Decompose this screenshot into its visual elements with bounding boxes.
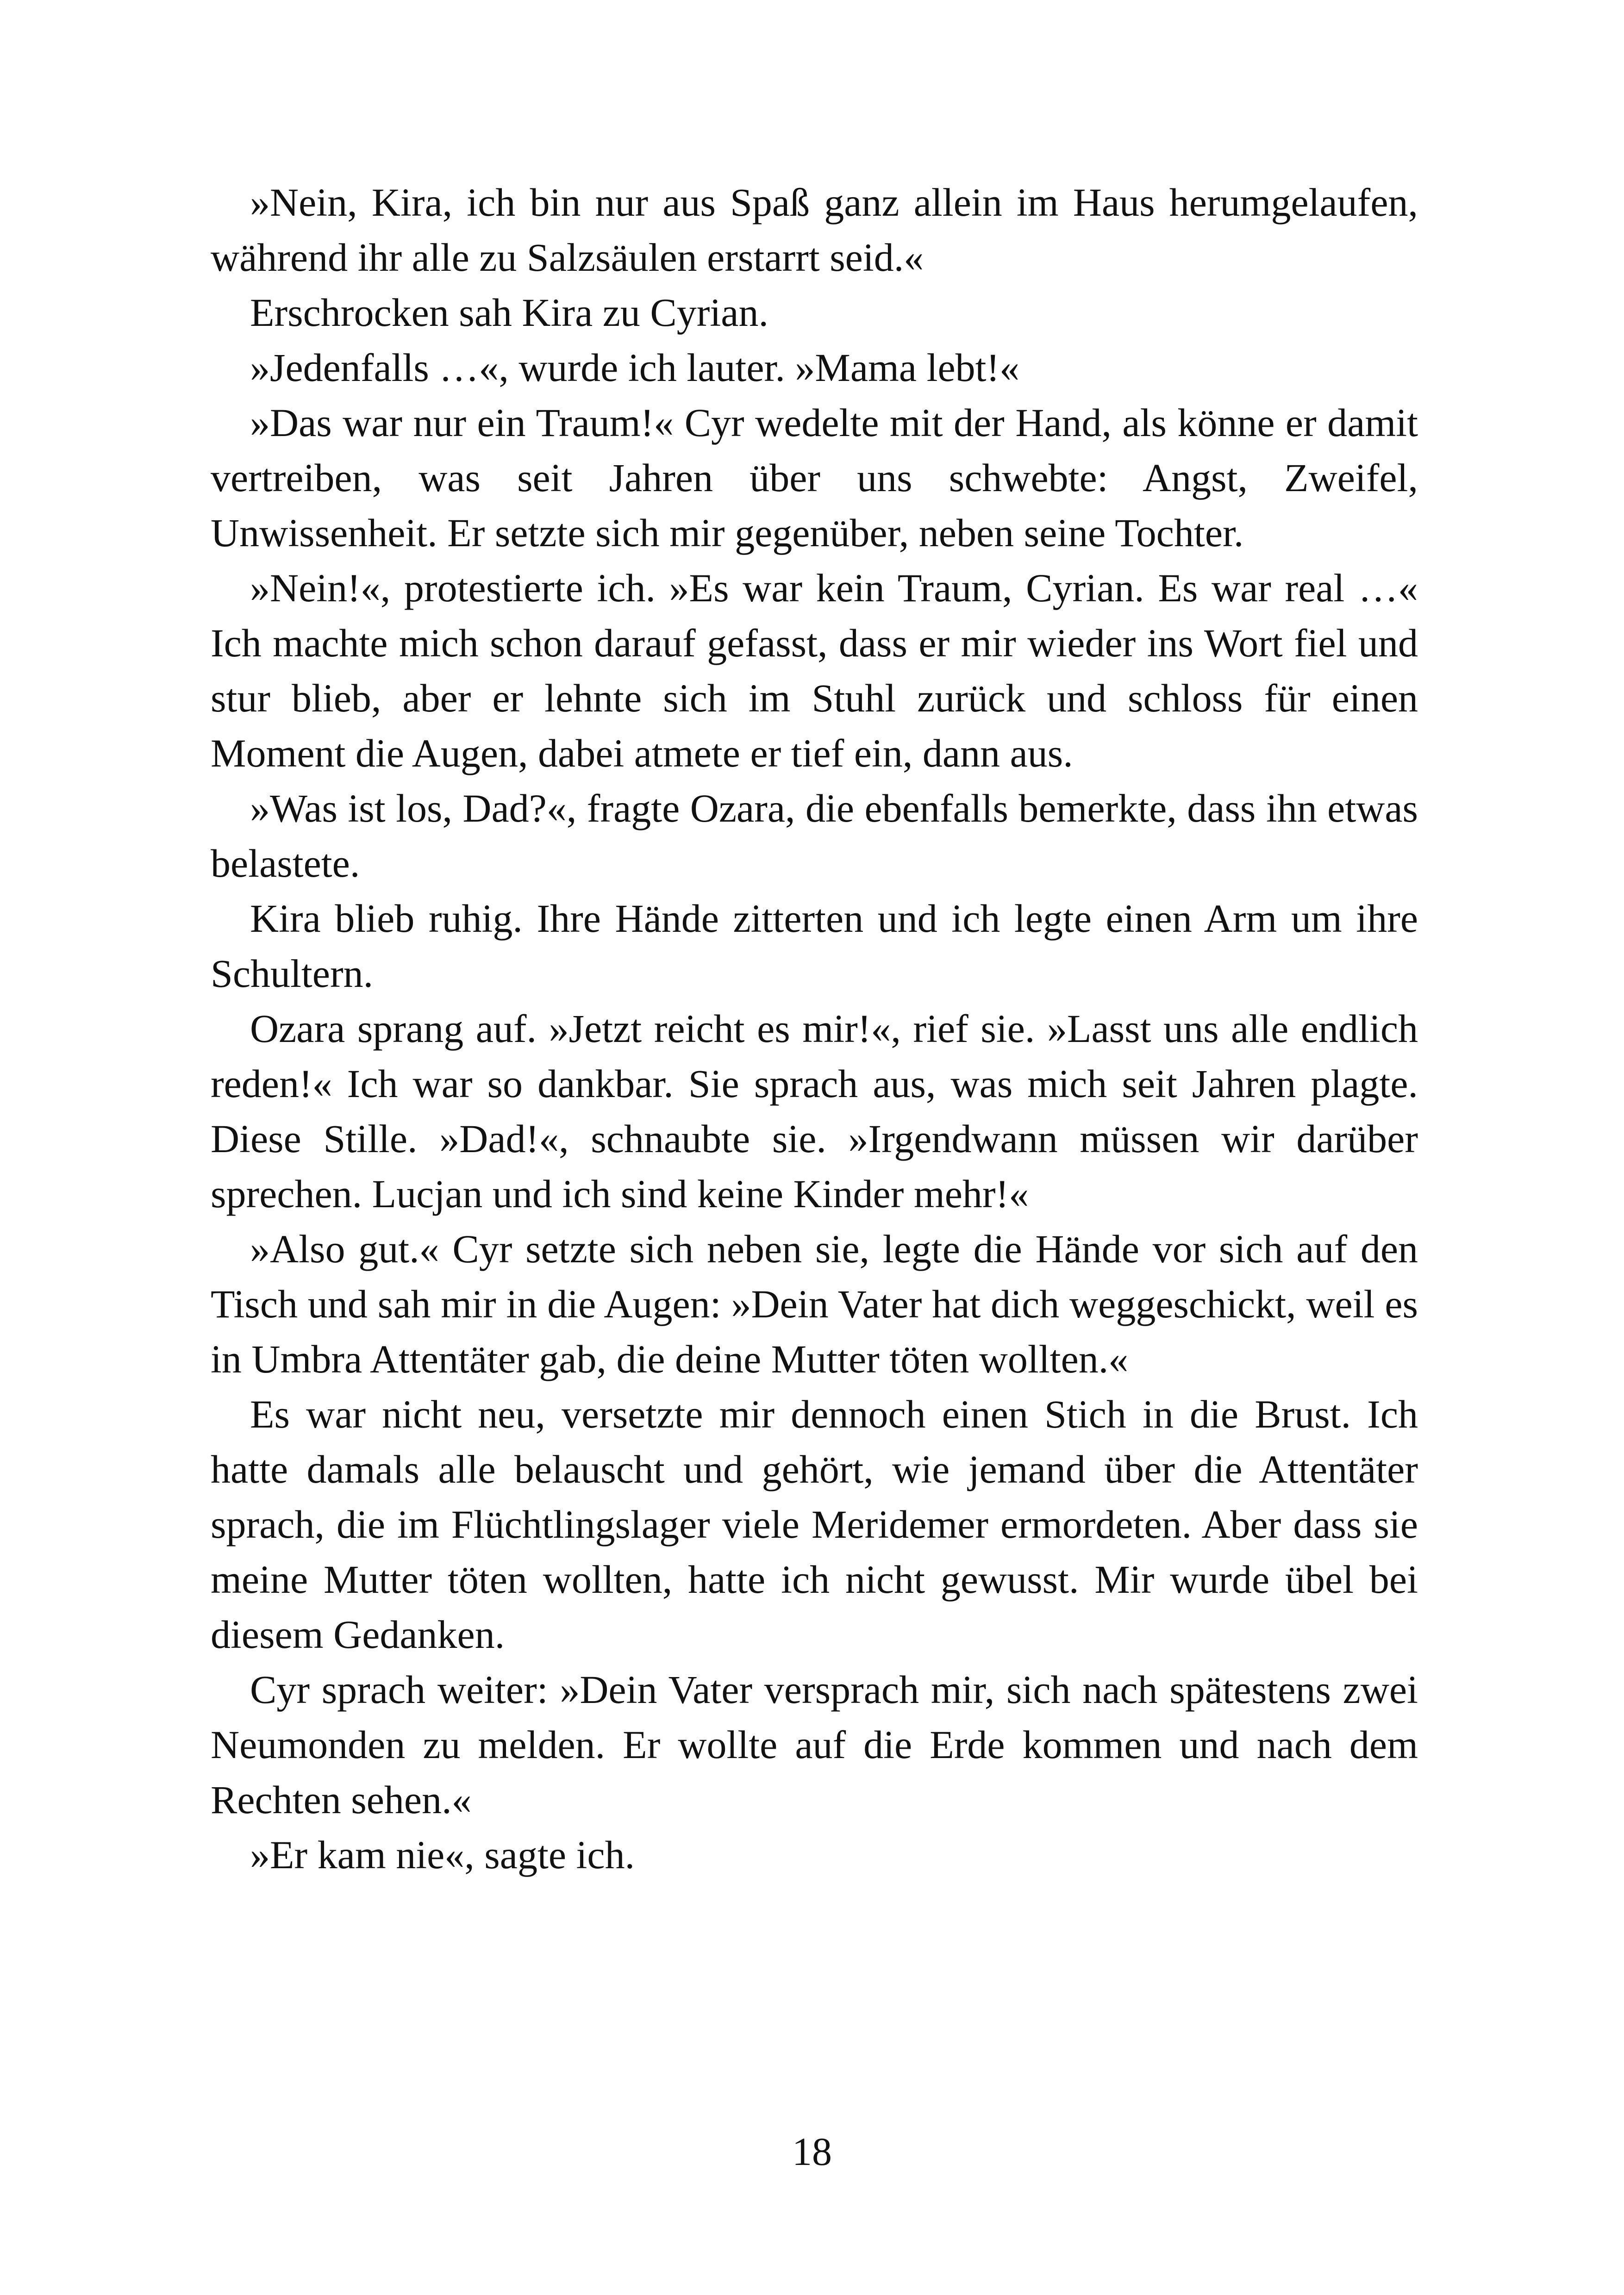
- paragraph-5: »Nein!«, protestierte ich. »Es war kein Traum, Cyrian. Es war real …« Ich machte mich schon darauf gefasst, dass er mir wieder ins Wort fiel und stur blieb, aber er lehnte sich im Stuhl zurück und schloss für einen Moment die Augen, dabei atmete er tief ein, dann aus.: [211, 566, 1418, 775]
- paragraph-7: Kira blieb ruhig. Ihre Hände zitterten und ich legte einen Arm um ihre Schultern.: [211, 896, 1418, 996]
- paragraph-2: Erschrocken sah Kira zu Cyrian.: [250, 290, 768, 335]
- paragraph-1: »Nein, Kira, ich bin nur aus Spaß ganz allein im Haus herumgelaufen, während ihr alle zu Salzsäulen erstarrt seid.«: [211, 180, 1418, 280]
- paragraph-4: »Das war nur ein Traum!« Cyr wedelte mit der Hand, als könne er damit vertreiben, was seit Jahren über uns schwebte: Angst, Zweifel, Unwissenheit. Er setzte sich mir gegenüber, neben seine Tochter.: [211, 400, 1418, 555]
- paragraph-3: »Jedenfalls …«, wurde ich lauter. »Mama lebt!«: [250, 345, 1020, 390]
- page-number: 18: [792, 2129, 832, 2174]
- paragraph-9: »Also gut.« Cyr setzte sich neben sie, legte die Hände vor sich auf den Tisch und sah mir in die Augen: »Dein Vater hat dich weggeschickt, weil es in Umbra Attentäter gab, die deine Mutter töten wollten.«: [211, 1227, 1418, 1381]
- paragraph-10: Es war nicht neu, versetzte mir dennoch einen Stich in die Brust. Ich hatte damals alle belauscht und gehört, wie jemand über die Attentäter sprach, die im Flüchtlingslager viele Meridemer ermordeten. Aber dass sie meine Mutter töten wollten, hatte ich nicht gewusst. Mir wurde übel bei diesem Gedanken.: [211, 1392, 1418, 1657]
- paragraph-11: Cyr sprach weiter: »Dein Vater versprach mir, sich nach spätestens zwei Neumonden zu melden. Er wollte auf die Erde kommen und nach dem Rechten sehen.«: [211, 1667, 1418, 1822]
- body-text: [211, 175, 1418, 1883]
- paragraph-12: »Er kam nie«, sagte ich.: [250, 1833, 635, 1877]
- paragraph-6: »Was ist los, Dad?«, fragte Ozara, die ebenfalls bemerkte, dass ihn etwas belastete.: [211, 786, 1418, 886]
- paragraph-8: Ozara sprang auf. »Jetzt reicht es mir!«, rief sie. »Lasst uns alle endlich reden!« Ich war so dankbar. Sie sprach aus, was mich seit Jahren plagte. Diese Stille. »Dad!«, schnaubte sie. »Irgendwann müssen wir darüber sprechen. Lucjan und ich sind keine Kinder mehr!«: [211, 1006, 1418, 1216]
